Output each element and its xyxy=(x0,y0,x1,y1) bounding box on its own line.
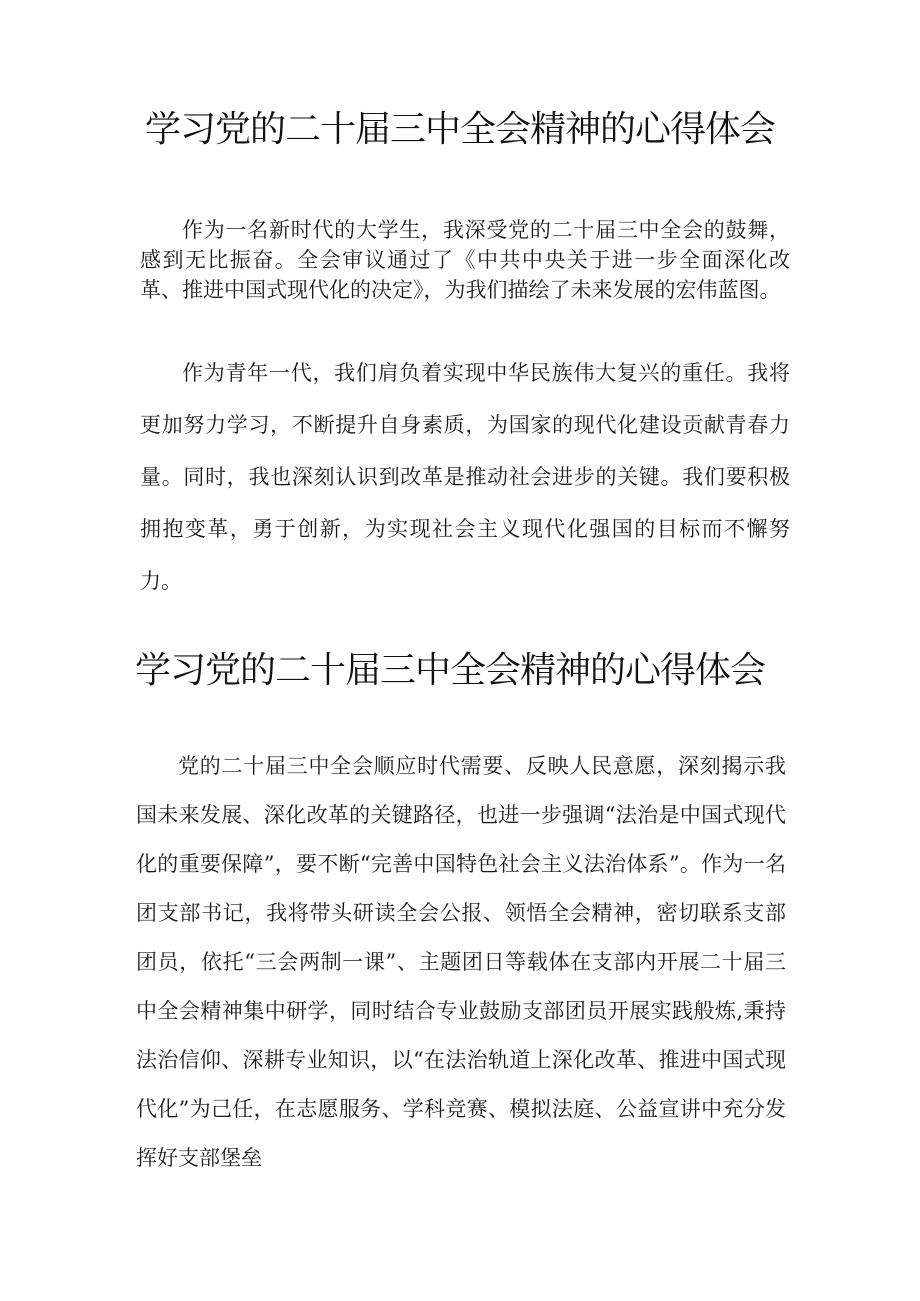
essay-title-1: 学习党的二十届三中全会精神的心得体会 xyxy=(145,109,776,150)
essay-1-paragraph-2: 作为青年一代，我们肩负着实现中华民族伟大复兴的重任。我将更加努力学习，不断提升自身素质，为国家的现代化建设贡献青春力量。同时，我也深刻认识到改革是推动社会进步的关键。我们要积极拥抱变革，勇于创新，为实现社会主义现代化强国的目标而不懈努力。 xyxy=(140,361,790,593)
essay-2-paragraph-1: 党的二十届三中全会顺应时代需要、反映人民意愿，深刻揭示我国未来发展、深化改革的关键路径，也进一步强调“法治是中国式现代化的重要保障”，要不断“完善中国特色社会主义法治体系”。作为一名团支部书记，我将带头研读全会公报、领悟全会精神，密切联系支部团员，依托“三会两制一课”、主题团日等载体在支部内开展二十届三中全会精神集中研学，同时结合专业鼓励支部团员开展实践般炼,秉持法治信仰、深耕专业知识，以“在法治轨道上深化改革、推进中国式现代化”为己任，在志愿服务、学科竞赛、模拟法庭、公益宣讲中充分发挥好支部堡垒 xyxy=(136,754,786,1170)
essay-1-paragraph-1: 作为一名新时代的大学生，我深受党的二十届三中全会的鼓舞，感到无比振奋。全会审议通过了《中共中央关于进一步全面深化改革、推进中国式现代化的决定》，为我们描绘了未来发展的宏伟蓝图。 xyxy=(140,218,790,302)
essay-title-2: 学习党的二十届三中全会精神的心得体会 xyxy=(135,650,766,691)
